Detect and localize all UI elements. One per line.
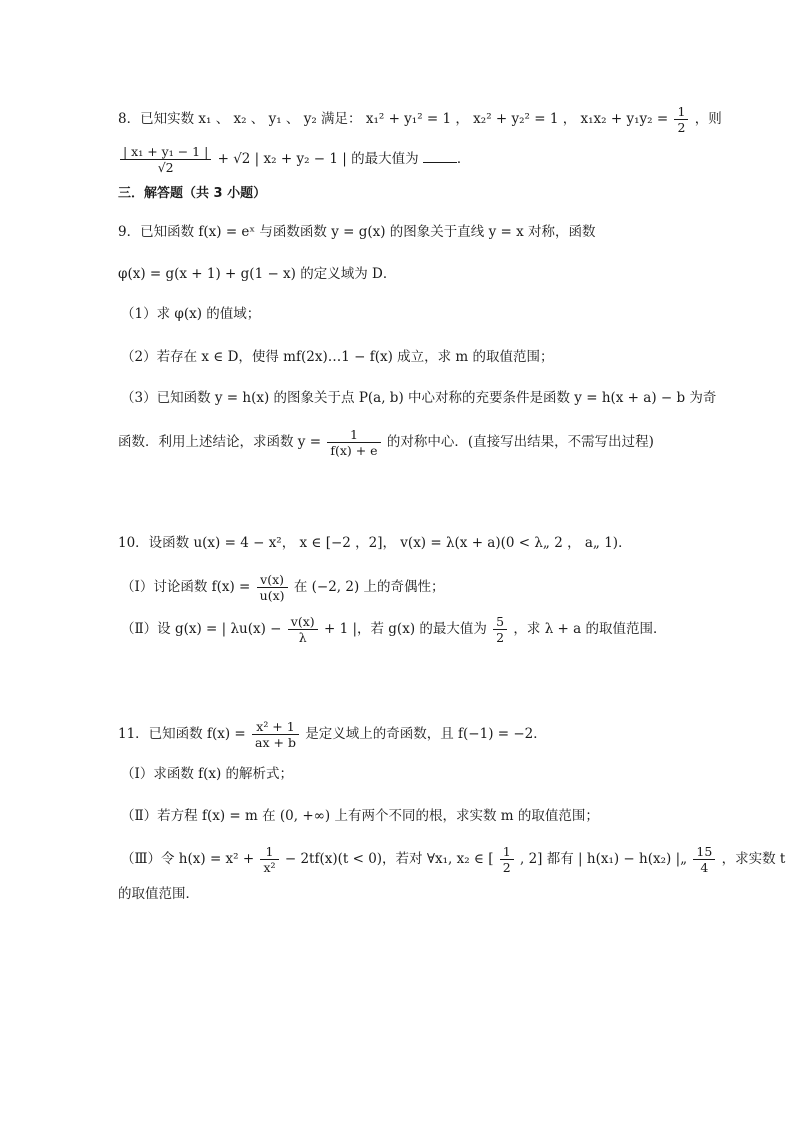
q10-fraction: $\frac{v(x)}{u(x)}$ bbox=[257, 572, 288, 603]
q8-line1-text: 8．已知实数 x₁ 、 x₂ 、 y₁ 、 y₂ 满足： x₁² + y₁² = 1 ， x₂² + y₂² = 1 ， x₁x₂ + y₁y₂ = bbox=[118, 111, 669, 127]
q8-fraction-half: $\frac{1}{2}$ bbox=[674, 104, 688, 135]
q11-part2: （Ⅱ）若方程 f(x) = m 在 (0, +∞) 上有两个不同的根，求实数 m 的取值范围； bbox=[121, 808, 599, 824]
q9-part1: （1）求 φ(x) 的值域； bbox=[121, 306, 261, 322]
q9-line1: 9．已知函数 f(x) = eˣ 与函数函数 y = g(x) 的图象关于直线 y = x 对称，函数 bbox=[118, 224, 596, 240]
q8-line2: $\frac{\text{| x₁ + y₁ − 1 |}}{√2}$ + √2 | x₂ + y₂ − 1 | 的最大值为 ． bbox=[118, 144, 470, 175]
q11-fraction-3: $\frac{1}{2}$ bbox=[500, 844, 514, 875]
q10-line1: 10．设函数 u(x) = 4 − x²， x ∈ [−2 ，2]， v(x) = λ(x + a)(0 < λ„ 2 ， a„ 1)． bbox=[118, 535, 632, 551]
answer-blank[interactable] bbox=[423, 150, 457, 163]
q10-fraction-3: $\frac{5}{2}$ bbox=[493, 614, 507, 645]
q8-line1-end: ，则 bbox=[694, 111, 722, 127]
q8-line2-text: + √2 | x₂ + y₂ − 1 | 的最大值为 bbox=[217, 151, 419, 167]
q9-part3-cont: 函数．利用上述结论，求函数 y = $\frac{1}{f(x) + e}$ 的对称中心．(直接写出结果，不需写出过程) bbox=[118, 427, 654, 458]
q9-line2: φ(x) = g(x + 1) + g(1 − x) 的定义域为 D． bbox=[118, 266, 397, 282]
q9-part2: （2）若存在 x ∈ D，使得 mf(2x)…1 − f(x) 成立，求 m 的取值范围； bbox=[121, 349, 554, 365]
q10-part1: （Ⅰ）讨论函数 f(x) = $\frac{v(x)}{u(x)}$ 在 (−2, 2) 上的奇偶性； bbox=[121, 572, 445, 603]
q9-part3: （3）已知函数 y = h(x) 的图象关于点 P(a, b) 中心对称的充要条件是函数 y = h(x + a) − b 为奇 bbox=[121, 390, 717, 406]
q11-part3-cont: 的取值范围． bbox=[118, 886, 199, 902]
section-title: 三．解答题（共 3 小题） bbox=[118, 186, 267, 201]
q11-fraction-4: $\frac{15}{4}$ bbox=[693, 844, 715, 875]
q11-fraction: $\frac{\text{x² + 1}}{ax + b}$ bbox=[252, 719, 299, 750]
q10-part2: （Ⅱ）设 g(x) = | λu(x) − $\frac{v(x)}{\lambda}$ + 1 |，若 g(x) 的最大值为 $\frac{5}{2}$ ，求 λ + a 的取值范围． bbox=[121, 614, 667, 645]
q8-line1 bbox=[118, 104, 722, 135]
q11-fraction-2: $\frac{1}{\text{x²}}$ bbox=[260, 844, 278, 875]
q11-line1: 11．已知函数 f(x) = $\frac{\text{x² + 1}}{ax + b}$ 是定义域上的奇函数，且 f(−1) = −2． bbox=[118, 719, 547, 750]
q11-part3: （Ⅲ）令 h(x) = x² + $\frac{1}{\text{x²}}$ − 2tf(x)(t < 0)，若对 ∀x₁, x₂ ∈ [ $\frac{1}{2}$ , 2] 都有 | h(x₁) − h(x₂) |„ $\frac{15}{4}$ ，求实数 t bbox=[121, 844, 786, 875]
q10-fraction-2: $\frac{v(x)}{\lambda}$ bbox=[288, 614, 318, 645]
q9-fraction: $\frac{1}{f(x) + e}$ bbox=[327, 427, 380, 458]
q11-part1: （Ⅰ）求函数 f(x) 的解析式； bbox=[121, 766, 294, 782]
q8-fraction-expr: $\frac{\text{| x₁ + y₁ − 1 |}}{√2}$ bbox=[120, 144, 211, 175]
